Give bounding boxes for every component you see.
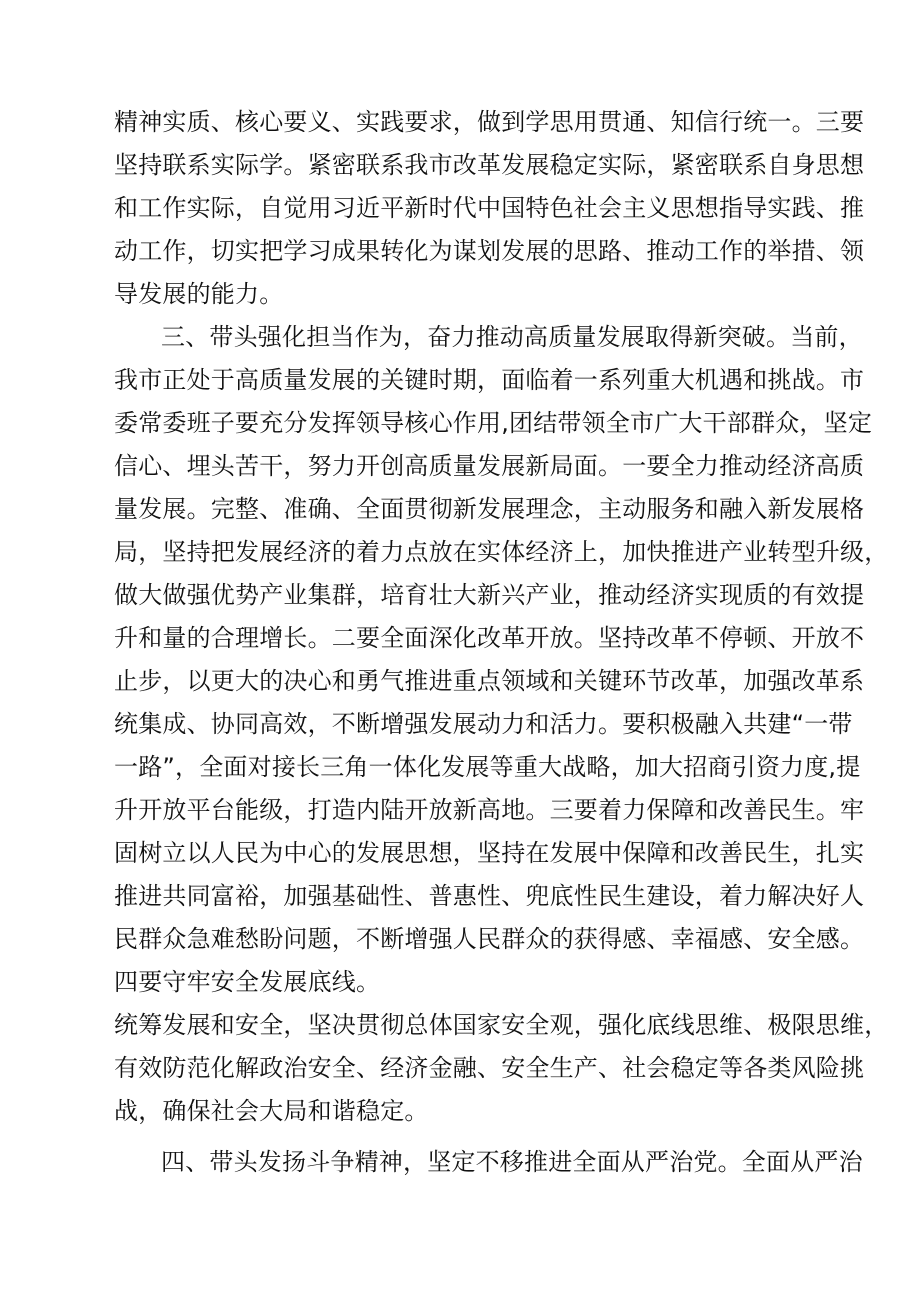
text-line: 坚持联系实际学。紧密联系我市改革发展稳定实际，紧密联系自身思想 [114,151,865,179]
text-line: 我市正处于高质量发展的关键时期，面临着一系列重大机遇和挑战。市 [114,366,865,394]
text-line: 升和量的合理增长。二要全面深化改革开放。坚持改革不停顿、开放不 [114,624,865,652]
text-line: 四要守牢安全发展底线。 [114,968,381,996]
text-line: 局，坚持把发展经济的着力点放在实体经济上，加快推进产业转型升级， [114,538,889,566]
section-heading-3: 三、带头强化担当作为，奋力推动高质量发展取得新突破。当前， [161,323,863,351]
text-line: 统集成、协同高效，不断增强发展动力和活力。要积极融入共建“一带 [114,710,853,738]
text-line: 民群众急难愁盼问题，不断增强人民群众的获得感、幸福感、安全感。 [114,925,865,953]
text-line: 信心、埋头苦干，努力开创高质量发展新局面。一要全力推动经济高质 [114,452,865,480]
text-line: 战，确保社会大局和谐稳定。 [114,1097,429,1125]
text-line: 升开放平台能级，打造内陆开放新高地。三要着力保障和改善民生。牢 [114,796,865,824]
text-line: 有效防范化解政治安全、经济金融、安全生产、社会稳定等各类风险挑 [114,1054,865,1082]
text-line: 量发展。完整、准确、全面贯彻新发展理念，主动服务和融入新发展格 [114,495,865,523]
text-line: 一路”，全面对接长三角一体化发展等重大战略，加大招商引资力度,提 [114,753,861,781]
text-line: 和工作实际，自觉用习近平新时代中国特色社会主义思想指导实践、推 [114,194,865,222]
text-line: 动工作，切实把学习成果转化为谋划发展的思路、推动工作的举措、领 [114,237,865,265]
text-line: 统筹发展和安全，坚决贯彻总体国家安全观，强化底线思维、极限思维， [114,1011,889,1039]
section-heading-4: 四、带头发扬斗争精神，坚定不移推进全面从严治党。全面从严治 [161,1148,863,1176]
text-line: 精神实质、核心要义、实践要求，做到学思用贯通、知信行统一。三要 [114,108,865,136]
text-line: 固树立以人民为中心的发展思想，坚持在发展中保障和改善民生，扎实 [114,839,865,867]
text-line: 导发展的能力。 [114,280,284,308]
text-line: 止步，以更大的决心和勇气推进重点领域和关键环节改革，加强改革系 [114,667,865,695]
text-line: 推进共同富裕，加强基础性、普惠性、兜底性民生建设，着力解决好人 [114,882,865,910]
text-line: 做大做强优势产业集群，培育壮大新兴产业，推动经济实现质的有效提 [114,581,865,609]
text-line: 委常委班子要充分发挥领导核心作用,团结带领全市广大干部群众，坚定 [114,409,873,437]
